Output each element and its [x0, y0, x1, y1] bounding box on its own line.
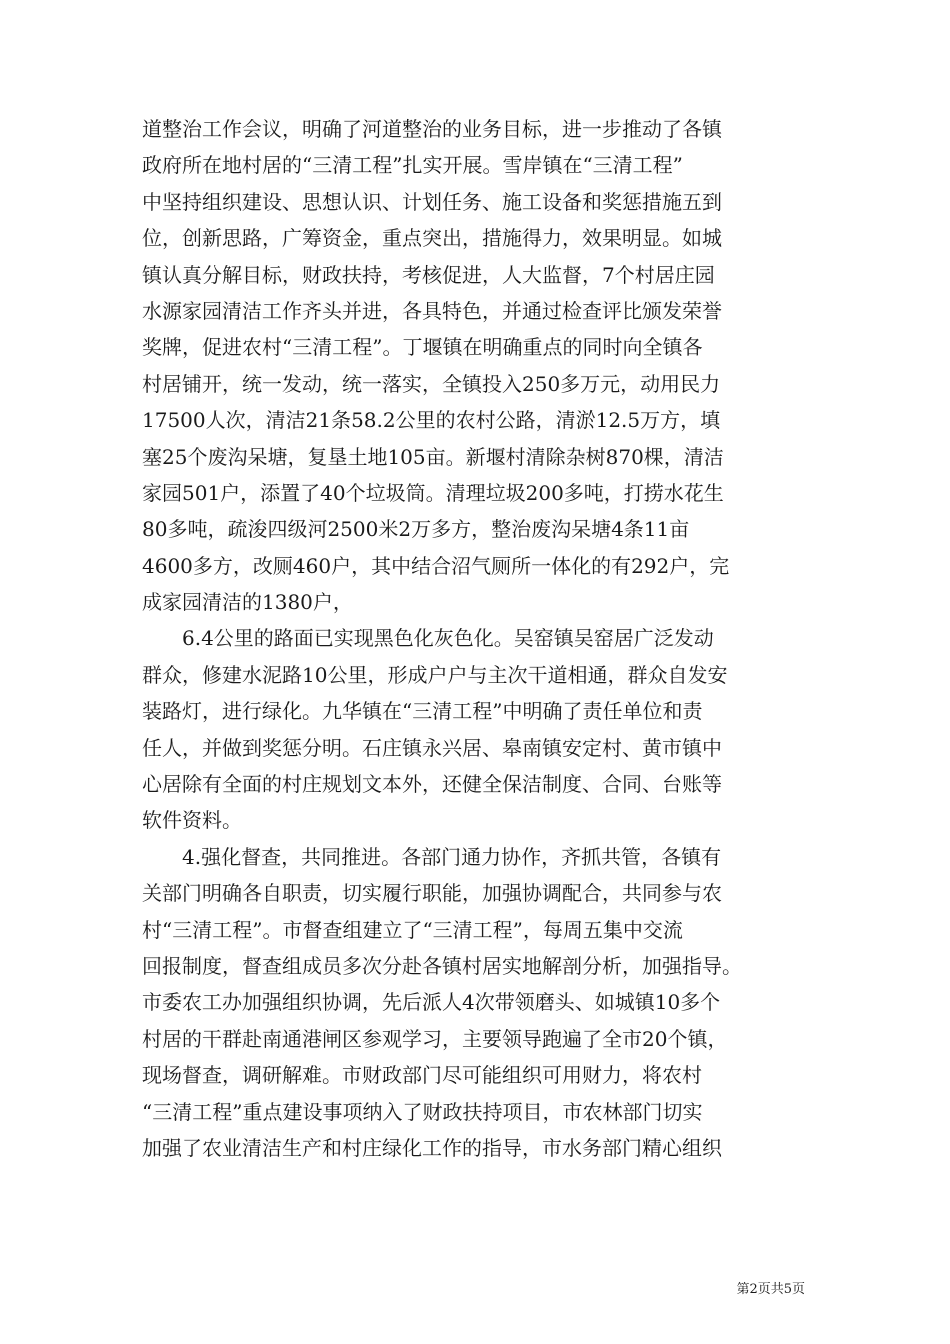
text-line: 装路灯，进行绿化。九华镇在“三清工程”中明确了责任单位和责: [142, 699, 703, 724]
page-number-footer: 第2页共5页: [736, 1282, 805, 1297]
text-line: 80多吨，疏浚四级河2500米2万多方，整治废沟呆塘4条11亩: [142, 517, 690, 542]
text-line: 政府所在地村居的“三清工程”扎实开展。雪岸镇在“三清工程”: [142, 153, 683, 178]
text-line: 奖牌，促进农村“三清工程”。丁堰镇在明确重点的同时向全镇各: [142, 335, 703, 360]
text-line: 4600多方，改厕460户，其中结合沼气厕所一体化的有292户，完: [142, 553, 730, 578]
text-line: 位，创新思路，广筹资金，重点突出，措施得力，效果明显。如城: [142, 226, 722, 251]
text-line: 水源家园清洁工作齐头并进，各具特色，并通过检查评比颁发荣誉: [142, 298, 722, 323]
text-line: 村居铺开，统一发动，统一落实，全镇投入250多万元，动用民力: [142, 371, 721, 396]
text-line: 回报制度，督查组成员多次分赴各镇村居实地解剖分析，加强指导。: [142, 953, 742, 978]
text-line: 加强了农业清洁生产和村庄绿化工作的指导，市水务部门精心组织: [142, 1135, 722, 1160]
text-line: 镇认真分解目标，财政扶持，考核促进，人大监督，7个村居庄园: [142, 262, 715, 287]
text-line: 现场督查，调研解难。市财政部门尽可能组织可用财力，将农村: [142, 1063, 702, 1088]
text-line: 6.4公里的路面已实现黑色化灰色化。吴窑镇吴窑居广泛发动: [142, 626, 714, 651]
text-line: 村“三清工程”。市督查组建立了“三清工程”，每周五集中交流: [142, 917, 683, 942]
text-line: 道整治工作会议，明确了河道整治的业务目标，进一步推动了各镇: [142, 117, 722, 141]
text-line: 群众，修建水泥路10公里，形成户户与主次干道相通，群众自发安: [142, 662, 728, 687]
text-line: 成家园清洁的1380户，: [142, 590, 353, 615]
text-line: 17500人次，清洁21条58.2公里的农村公路，清淤12.5万方，填: [142, 408, 721, 433]
text-line: 心居除有全面的村庄规划文本外，还健全保洁制度、合同、台账等: [142, 772, 722, 797]
body-text: [142, 111, 808, 1166]
text-line: 村居的干群赴南通港闸区参观学习，主要领导跑遍了全市20个镇，: [142, 1026, 728, 1051]
text-line: 任人，并做到奖惩分明。石庄镇永兴居、皋南镇安定村、黄市镇中: [142, 735, 722, 760]
text-line: 塞25个废沟呆塘，复垦土地105亩。新堰村清除杂树870棵，清洁: [142, 444, 724, 469]
text-line: 市委农工办加强组织协调，先后派人4次带领磨头、如城镇10多个: [142, 990, 721, 1015]
text-line: 中坚持组织建设、思想认识、计划任务、施工设备和奖惩措施五到: [142, 189, 722, 214]
text-line: 4.强化督查，共同推进。各部门通力协作，齐抓共管，各镇有: [142, 844, 722, 869]
text-line: 家园501户，添置了40个垃圾筒。清理垃圾200多吨，打捞水花生: [142, 480, 724, 505]
text-line: 关部门明确各自职责，切实履行职能，加强协调配合，共同参与农: [142, 881, 722, 906]
text-line: “三清工程”重点建设事项纳入了财政扶持项目，市农林部门切实: [142, 1099, 703, 1124]
text-line: 软件资料。: [142, 808, 242, 833]
